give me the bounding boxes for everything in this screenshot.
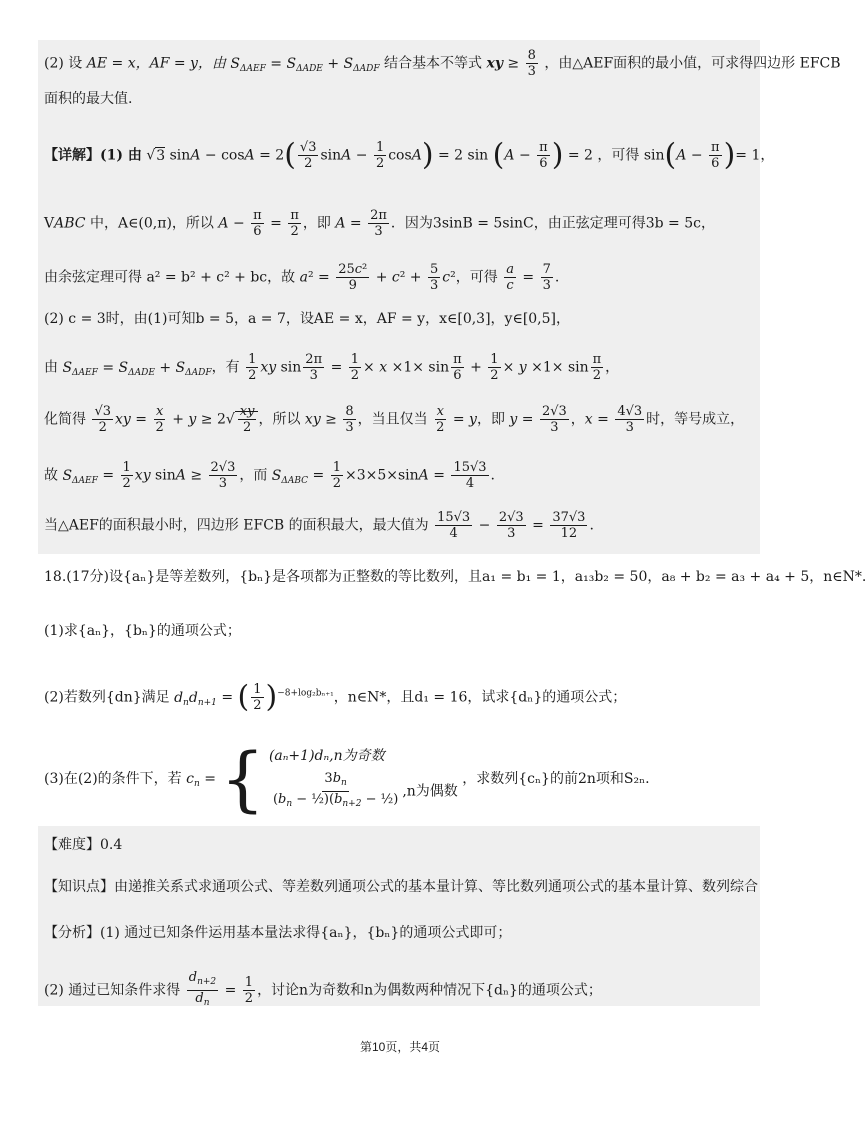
analysis-part2-line1: (2) 设 AE = x，AF = y，由 $S_{\Delta AEF} = S_{\Delta ADE} + S_{\Delta ADF}$ 结合基本不等式 xy ≥ $\frac{8}{3}$ ，由△AEF面积的最小值，可求得四边形 EFCB	[44, 48, 841, 79]
q18-part2: (2)若数列{dn}满足 $d_nd_{n+1}$ = ( $\frac{1}{2}$ )$^{-8+log_2b_{n+1}}$，n∈N*，且d₁ = 16，试求{dₙ}的通项公式；	[44, 679, 627, 715]
detail-line6: 化简得 $\frac{√3}{2}$ xy = $\frac{x}{2}$ + y ≥ 2√ $\frac{xy}{2}$ ，所以 xy ≥ $\frac{8}{3}$ ，当且仅当 $\frac{x}{2}$ = y，即 y = $\frac{2√3}{3}$ ，x = $\frac{4√3}{3}$ 时，等号成立，	[44, 404, 745, 435]
detail-line2: VABC 中，A∈(0,π)，所以 A − $\frac{\pi}{6}$ = $\frac{\pi}{2}$ ，即 A = $\frac{2\pi}{3}$ ．因为3sinB = 5sinC，由正弦定理可得3b = 5c，	[44, 208, 715, 239]
analysis-2: (2) 通过已知条件求得 $\frac{d_{n+2}}{d_n}$ = $\frac{1}{2}$ ，讨论n为奇数和n为偶数两种情况下{dₙ}的通项公式；	[44, 970, 602, 1008]
detail-line1: 【详解】(1) 由 √3 sinA − cosA = 2( $\frac{√3}{2}$ sinA − $\frac{1}{2}$ cosA) = 2 sin (A − $\frac{\pi}{6}$ ) = 2 ，可得 sin(A − $\frac{\pi}{6}$ )= 1，	[44, 137, 775, 173]
q18-part1: (1)求{aₙ}，{bₙ}的通项公式；	[44, 623, 241, 639]
piecewise-definition: { (aₙ+1)dₙ,n为奇数 $\frac{3b_n}{(b_n - \frac{1}{2})(b_{n+2} - \frac{1}{2})}$ ,n为偶数	[220, 738, 458, 820]
detail-line8: 当△AEF的面积最小时，四边形 EFCB 的面积最大，最大值为 $\frac{15√3}{4}$ − $\frac{2√3}{3}$ = $\frac{37√3}{12}$ .	[44, 510, 594, 541]
q18-stem: 18.(17分)设{aₙ}是等差数列，{bₙ}是各项都为正整数的等比数列，且a₁ = b₁ = 1，a₁₃b₂ = 50，a₈ + b₂ = a₃ + a₄ + 5，n∈N*.	[44, 569, 866, 585]
q18-part3: (3)在(2)的条件下，若 $c_n$ = { (aₙ+1)dₙ,n为奇数 $\frac{3b_n}{(b_n - \frac{1}{2})(b_{n+2} - \frac{1}{2})}$ ,n为偶数 ，求数列{cₙ}的前2n项和S₂ₙ.	[44, 738, 650, 820]
difficulty: 【难度】0.4	[44, 837, 123, 853]
detail-line3: 由余弦定理可得 a² = b² + c² + bc，故 a² = $\frac{\text{25c²}}{9}$ + c² + $\frac{5}{3}$ c²，可得 $\frac{a}{c}$ = $\frac{7}{3}$ .	[44, 262, 560, 293]
detail-line7: 故 $S_{\Delta AEF}$ = $\frac{1}{2}$ xy sinA ≥ $\frac{2√3}{3}$ ，而 $S_{\Delta ABC}$ = $\frac{1}{2}$ ×3×5×sinA = $\frac{15√3}{4}$ .	[44, 460, 495, 491]
analysis-part2-line2: 面积的最大值.	[44, 91, 133, 107]
analysis-1: 【分析】(1) 通过已知条件运用基本量法求得{aₙ}，{bₙ}的通项公式即可；	[44, 925, 512, 941]
page-footer: 第10页，共4页	[359, 1040, 441, 1054]
detail-line5: 由 $S_{\Delta AEF} = S_{\Delta ADE} + S_{\Delta ADF}$，有 $\frac{1}{2}$ xy sin $\frac{2\pi}{3}$ = $\frac{1}{2}$ × x ×1× sin $\frac{\pi}{6}$ + $\frac{1}{2}$ × y ×1× sin $\frac{\pi}{2}$ ，	[44, 352, 620, 383]
knowledge-points: 【知识点】由递推关系式求通项公式、等差数列通项公式的基本量计算、等比数列通项公式的基本量计算、数列综合	[44, 879, 758, 895]
detail-line4: (2) c = 3时，由(1)可知b = 5，a = 7，设AE = x，AF = y，x∈[0,3]，y∈[0,5]，	[44, 311, 571, 327]
